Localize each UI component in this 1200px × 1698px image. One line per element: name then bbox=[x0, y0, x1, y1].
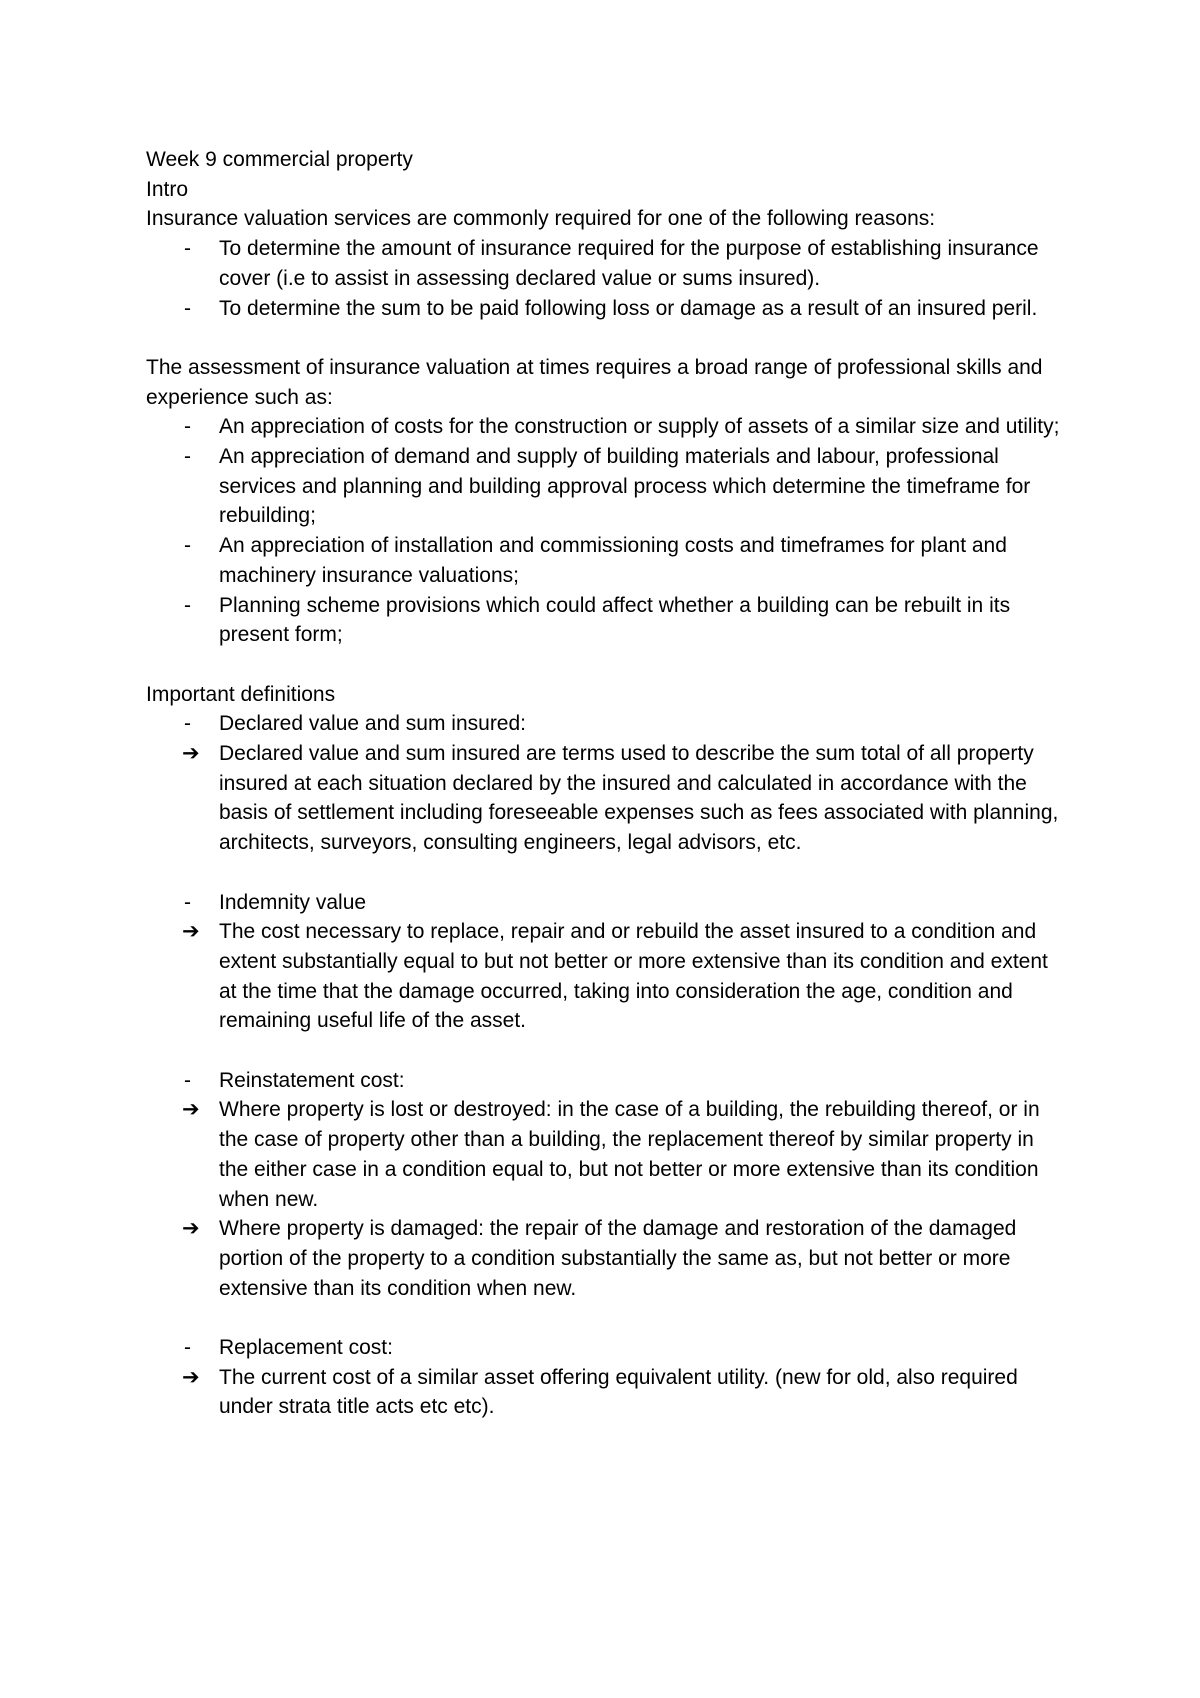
spacer bbox=[146, 1303, 1066, 1333]
document-page bbox=[146, 145, 1066, 1422]
list-item-text: To determine the sum to be paid following loss or damage as a result of an insured peril. bbox=[219, 296, 1038, 320]
dash-bullet: - bbox=[184, 593, 191, 617]
dash-bullet: - bbox=[184, 534, 191, 558]
list-item-text: An appreciation of installation and commissioning costs and timeframes for plant and machinery insurance valuations; bbox=[219, 534, 1007, 587]
definition-point bbox=[146, 739, 1066, 858]
list-item-text: An appreciation of costs for the construction or supply of assets of a similar size and utility; bbox=[219, 415, 1060, 439]
spacer bbox=[146, 1036, 1066, 1066]
list-item-text: To determine the amount of insurance required for the purpose of establishing insurance cover (i.e to assist in assessing declared value or sums insured). bbox=[219, 237, 1039, 290]
definition-term-text: Declared value and sum insured: bbox=[219, 712, 527, 736]
definition-point bbox=[146, 1095, 1066, 1214]
arrow-right-icon: ➔ bbox=[182, 1217, 200, 1241]
definition-block bbox=[146, 1333, 1066, 1422]
dash-bullet: - bbox=[184, 296, 191, 320]
skills-list bbox=[146, 412, 1066, 650]
skills-paragraph: The assessment of insurance valuation at times requires a broad range of professional skills and experience such as: bbox=[146, 355, 1043, 409]
list-item bbox=[146, 531, 1066, 590]
spacer bbox=[146, 650, 1066, 680]
arrow-right-icon: ➔ bbox=[182, 742, 200, 766]
definition-point-text: The current cost of a similar asset offering equivalent utility. (new for old, also required under strata title acts etc etc). bbox=[219, 1365, 1018, 1419]
definition-block bbox=[146, 1066, 1066, 1304]
definition-term bbox=[146, 709, 1066, 739]
definition-point bbox=[146, 1214, 1066, 1303]
spacer bbox=[146, 858, 1066, 888]
definition-block bbox=[146, 888, 1066, 1037]
definition-point-text: Where property is lost or destroyed: in the case of a building, the rebuilding thereof, or in the case of property other than a building, the replacement thereof by similar property in the either case in a condition equal to, but not better or more extensive than its condition when new. bbox=[219, 1098, 1040, 1211]
list-item bbox=[146, 412, 1066, 442]
definition-term-text: Replacement cost: bbox=[219, 1336, 393, 1360]
definition-term-text: Indemnity value bbox=[219, 890, 367, 914]
definition-point-text: The cost necessary to replace, repair and or rebuild the asset insured to a condition and extent substantially equal to but not better or more extensive than its condition and extent at the time that the damage occurred, taking into consideration the age, condition and remaining useful life of the asset. bbox=[219, 920, 1048, 1033]
definition-point-text: Where property is damaged: the repair of the damage and restoration of the damaged portion of the property to a condition substantially the same as, but not better or more extensive than its condition when new. bbox=[219, 1217, 1017, 1300]
definition-block bbox=[146, 709, 1066, 858]
dash-bullet: - bbox=[184, 890, 191, 914]
definition-point bbox=[146, 1363, 1066, 1422]
dash-bullet: - bbox=[184, 445, 191, 469]
intro-heading: Intro bbox=[146, 177, 189, 201]
list-item bbox=[146, 294, 1066, 324]
definition-term bbox=[146, 1066, 1066, 1096]
definition-term-text: Reinstatement cost: bbox=[219, 1068, 405, 1092]
list-item bbox=[146, 591, 1066, 650]
document-title: Week 9 commercial property bbox=[146, 148, 413, 171]
dash-bullet: - bbox=[184, 237, 191, 261]
arrow-right-icon: ➔ bbox=[182, 1365, 200, 1389]
reasons-list bbox=[146, 234, 1066, 323]
arrow-right-icon: ➔ bbox=[182, 920, 200, 944]
definitions-heading: Important definitions bbox=[146, 682, 336, 706]
dash-bullet: - bbox=[184, 712, 191, 736]
arrow-right-icon: ➔ bbox=[182, 1098, 200, 1122]
intro-paragraph: Insurance valuation services are commonly required for one of the following reasons: bbox=[146, 207, 936, 231]
definition-term bbox=[146, 1333, 1066, 1363]
definition-point bbox=[146, 917, 1066, 1036]
definition-point-text: Declared value and sum insured are terms used to describe the sum total of all property insured at each situation declared by the insured and calculated in accordance with the basis of settlement including foreseeable expenses such as fees associated with planning, architects, surveyors, consulting engineers, legal advisors, etc. bbox=[219, 742, 1059, 855]
list-item bbox=[146, 442, 1066, 531]
dash-bullet: - bbox=[184, 415, 191, 439]
dash-bullet: - bbox=[184, 1336, 191, 1360]
spacer bbox=[146, 323, 1066, 353]
definition-term bbox=[146, 888, 1066, 918]
dash-bullet: - bbox=[184, 1068, 191, 1092]
list-item-text: Planning scheme provisions which could affect whether a building can be rebuilt in its present form; bbox=[219, 593, 1011, 647]
list-item bbox=[146, 234, 1066, 293]
list-item-text: An appreciation of demand and supply of building materials and labour, professional services and planning and building approval process which determine the timeframe for rebuilding; bbox=[219, 445, 1031, 528]
